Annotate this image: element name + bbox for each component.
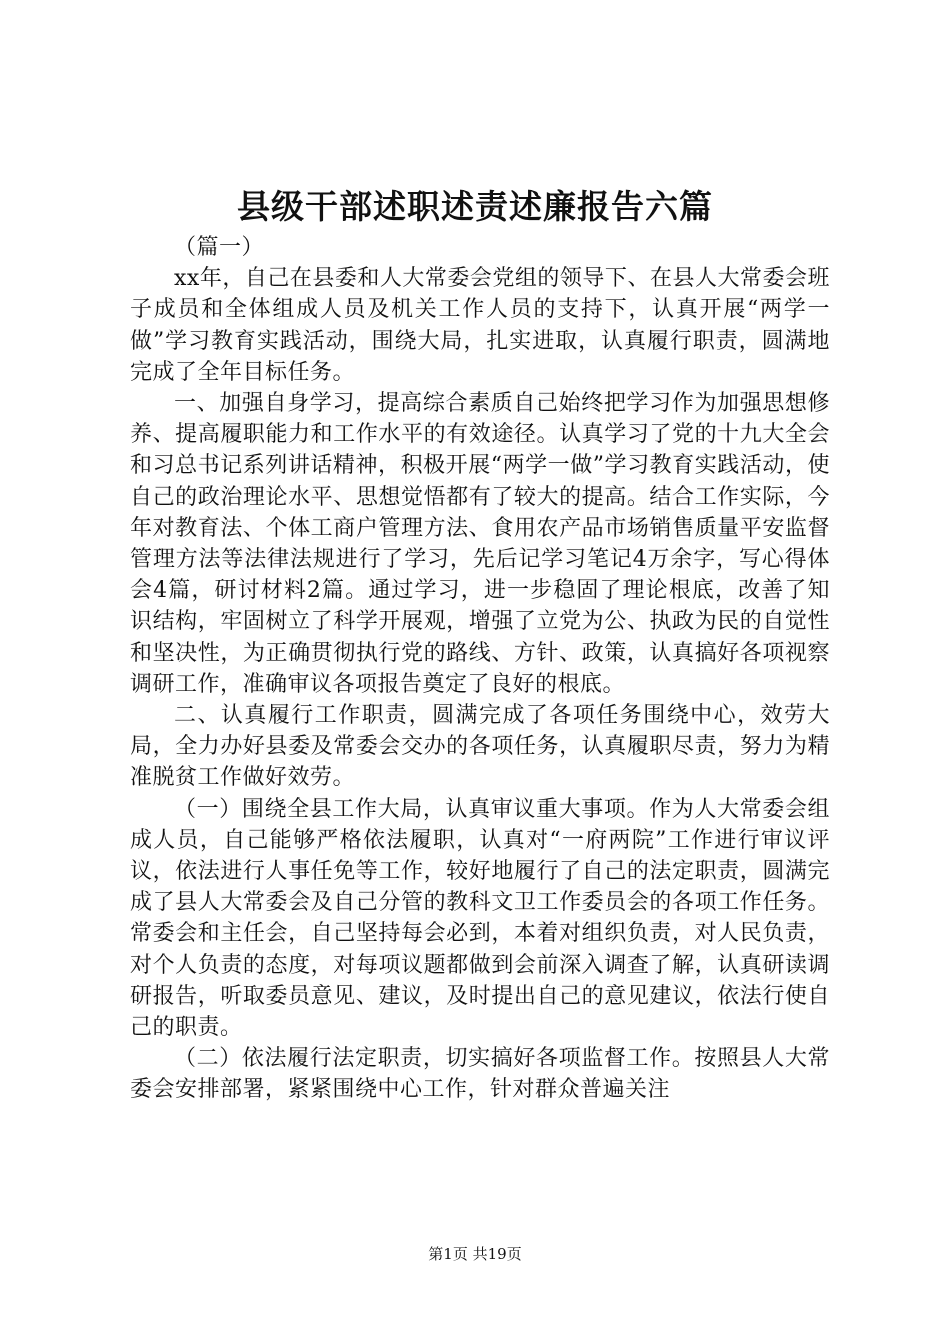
page-footer: 第1页 共19页 [428,1245,522,1263]
paragraph-duties: 二、认真履行工作职责，圆满完成了各项任务围绕中心，效劳大局，全力办好县委及常委会交办的各项任务，认真履职尽责，努力为精准脱贫工作做好效劳。 [130,703,830,791]
paragraph-intro: xx年，自己在县委和人大常委会党组的领导下、在县人大常委会班子成员和全体组成人员及机关工作人员的支持下，认真开展“两学一做”学习教育实践活动，围绕大局，扎实进取，认真履行职责，圆满地完成了全年目标任务。 [130,266,830,385]
paragraph-study: 一、加强自身学习，提高综合素质自己始终把学习作为加强思想修养、提高履职能力和工作水平的有效途径。认真学习了党的十九大全会和习总书记系列讲话精神，积极开展“两学一做”学习教育实践活动，使自己的政治理论水平、思想觉悟都有了较大的提高。结合工作实际，今年对教育法、个体工商户管理方法、食用农产品市场销售质量平安监督管理方法等法律法规进行了学习，先后记学习笔记4万余字，写心得体会4篇，研讨材料2篇。通过学习，进一步稳固了理论根底，改善了知识结构，牢固树立了科学开展观，增强了立党为公、执政为民的自觉性和坚决性，为正确贯彻执行党的路线、方针、政策，认真搞好各项视察调研工作，准确审议各项报告奠定了良好的根底。 [130,391,830,697]
paragraph-review: （一）围绕全县工作大局，认真审议重大事项。作为人大常委会组成人员，自己能够严格依法履职，认真对“一府两院”工作进行审议评议，依法进行人事任免等工作，较好地履行了自己的法定职责，圆满完成了县人大常委会及自己分管的教科文卫工作委员会的各项工作任务。常委会和主任会，自己坚持每会必到，本着对组织负责，对人民负责，对个人负责的态度，对每项议题都做到会前深入调查了解，认真研读调研报告，听取委员意见、建议，及时提出自己的意见建议，依法行使自己的职责。 [130,796,830,1041]
document-title: 县级干部述职述责述廉报告六篇 [237,187,713,226]
document-body [130,232,830,1106]
paragraph-supervision: （二）依法履行法定职责，切实搞好各项监督工作。按照县人大常委会安排部署，紧紧围绕中心工作，针对群众普遍关注 [130,1046,830,1103]
section-label: （篇一） [174,235,265,260]
